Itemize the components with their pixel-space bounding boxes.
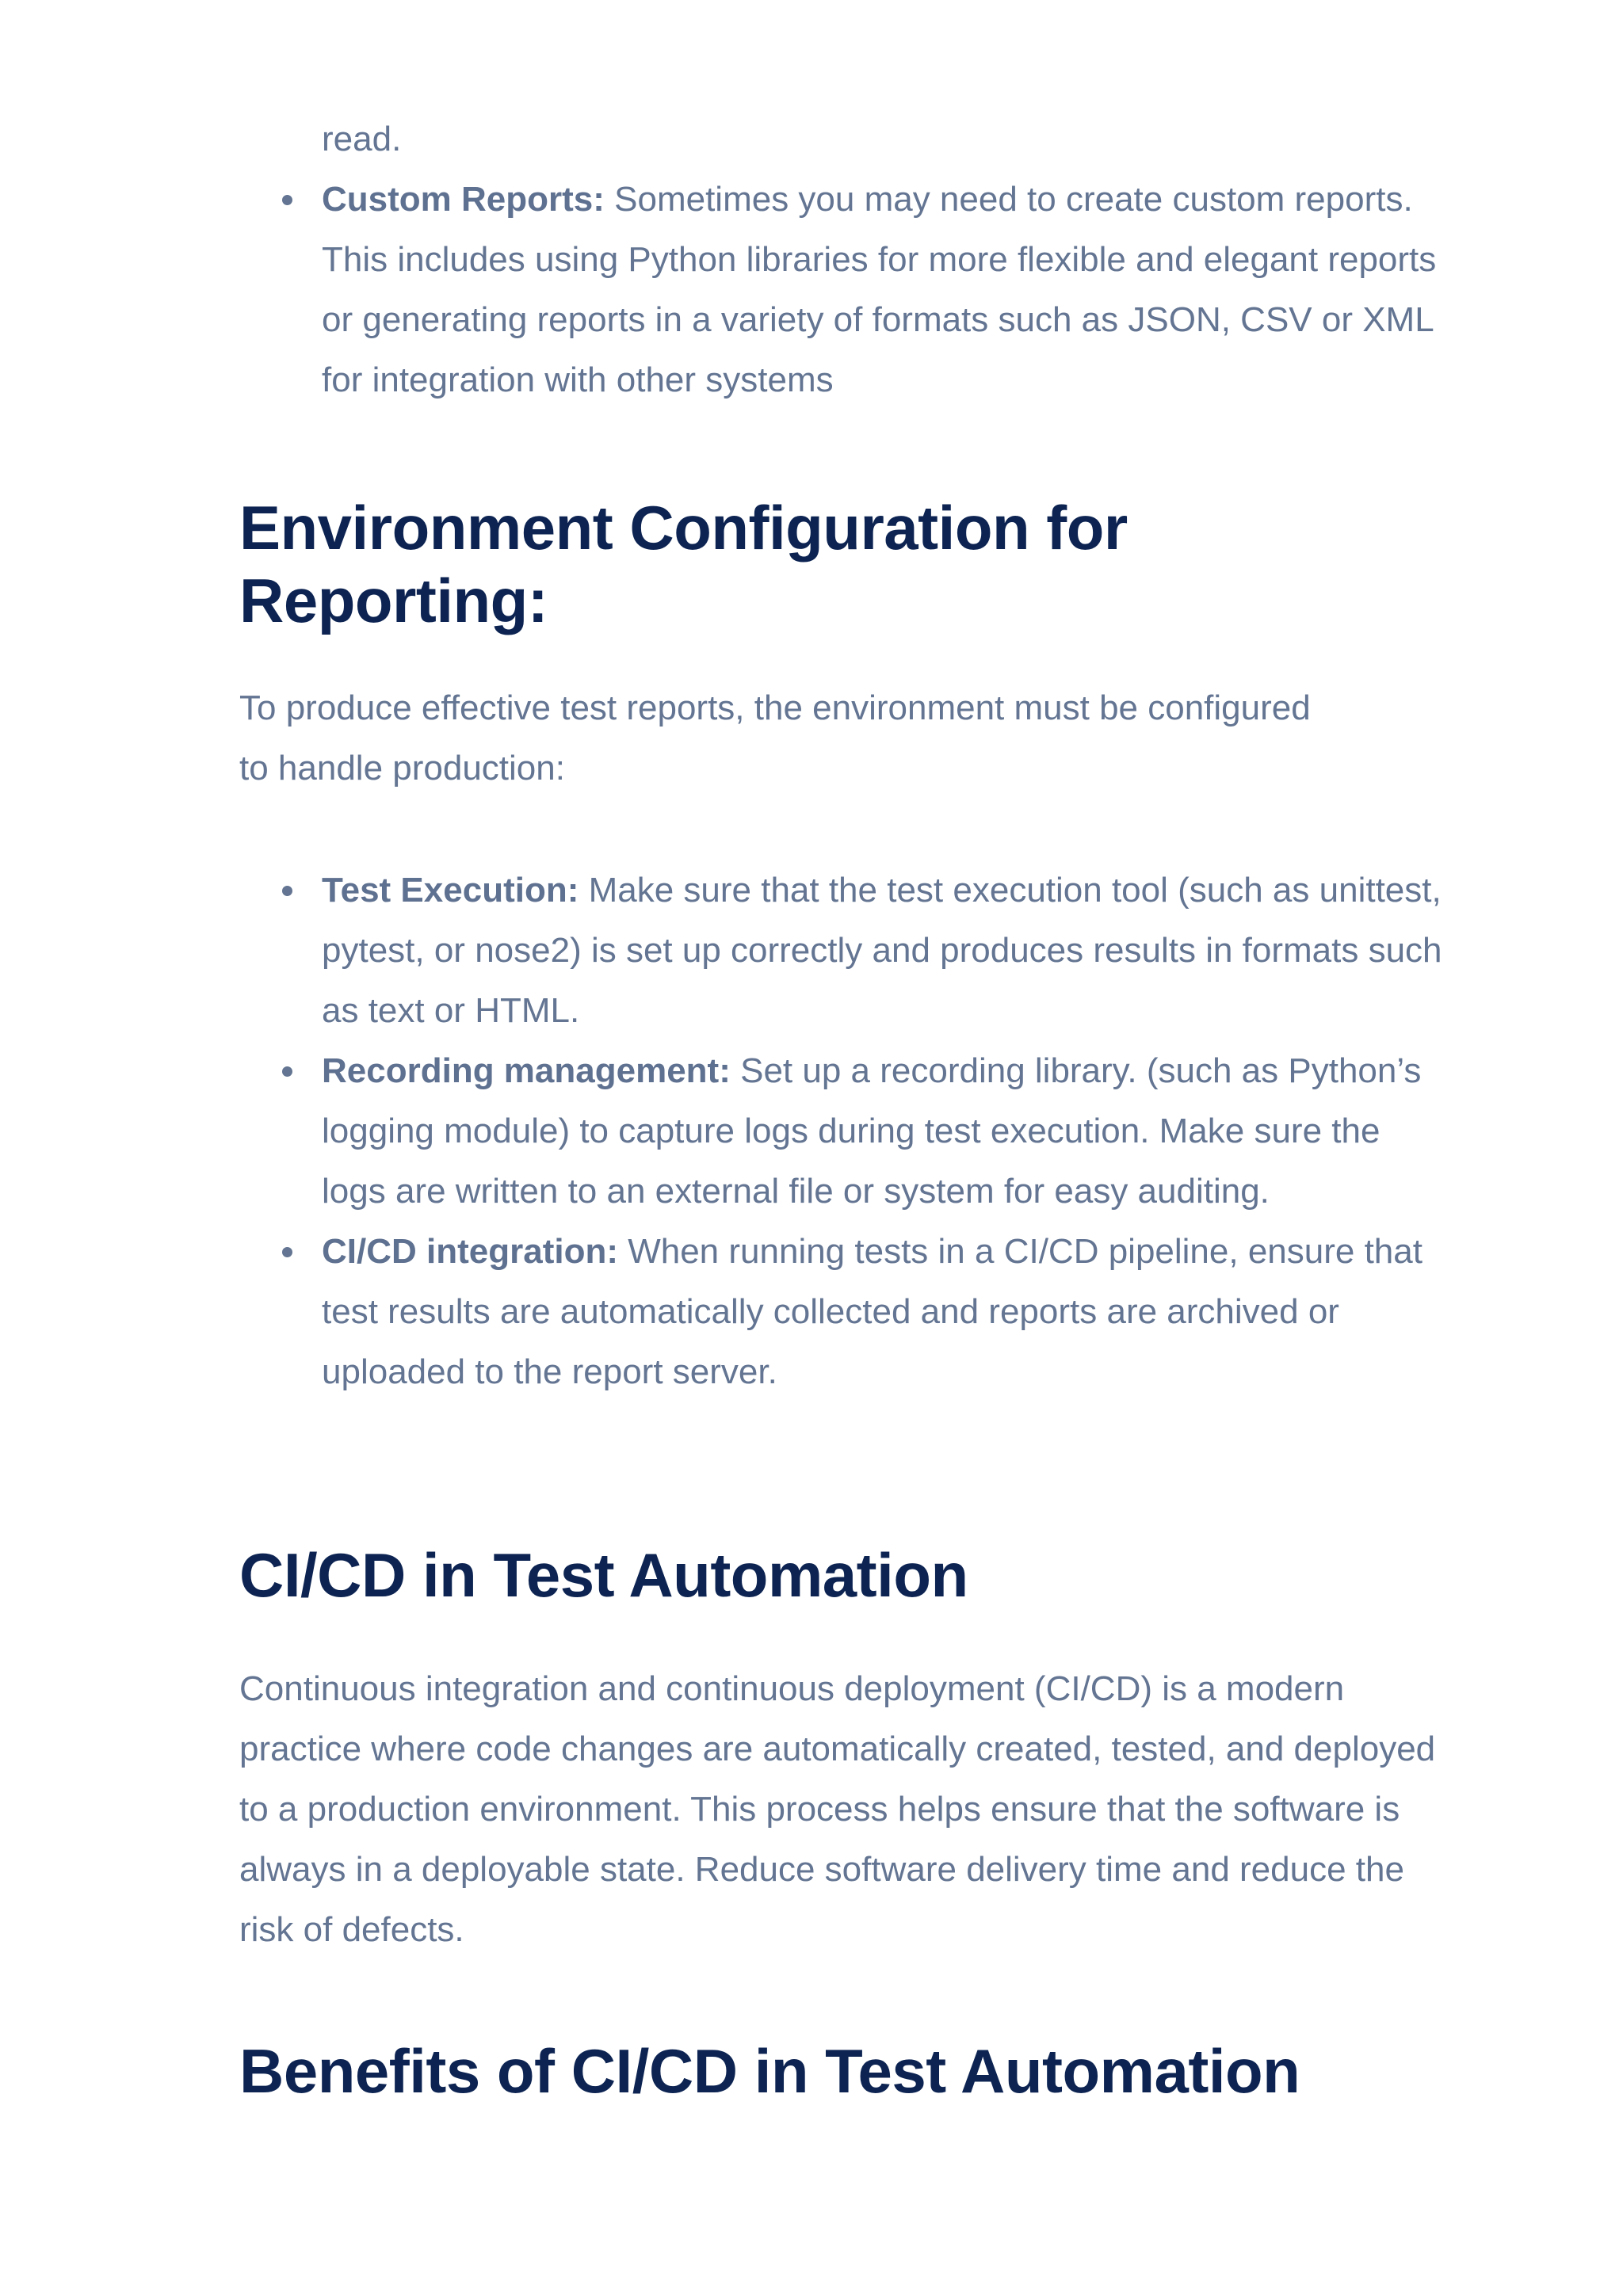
bullet-icon	[282, 195, 292, 205]
list-item-label: CI/CD integration:	[322, 1232, 618, 1271]
list-item	[239, 1041, 1444, 1222]
list-item	[239, 860, 1444, 1041]
continuation-text: read.	[322, 120, 402, 158]
list-item-text: Set up a recording library. (such as Python’s logging module) to capture logs during test execution. Make sure the logs are written to an external file or system for easy auditing.	[322, 1051, 1422, 1211]
list-item	[239, 170, 1444, 410]
reporting-list	[239, 170, 1444, 410]
section-intro: To produce effective test reports, the environment must be configured to handle production:	[239, 688, 1311, 788]
environment-list	[239, 860, 1444, 1402]
list-item-text: Make sure that the test execution tool (such as unittest, pytest, or nose2) is set up correctly and produces results in formats such as text or HTML.	[322, 871, 1442, 1030]
bullet-icon	[282, 1066, 292, 1077]
section-heading: CI/CD in Test Automation	[239, 1540, 968, 1610]
section-paragraph: Continuous integration and continuous deployment (CI/CD) is a modern practice where code changes are automatically created, tested, and deployed to a production environment. This process helps ensure that the software is always in a deployable state. Reduce software delivery time and reduce the risk of defects.	[239, 1669, 1436, 1949]
bullet-icon	[282, 1247, 292, 1257]
list-item-text: When running tests in a CI/CD pipeline, ensure that test results are automatically collected and reports are archived or uploaded to the report server.	[322, 1232, 1423, 1391]
section-heading: Environment Configuration for Reporting:	[239, 493, 1128, 635]
section-heading: Benefits of CI/CD in Test Automation	[239, 2036, 1300, 2106]
list-item-text: Sometimes you may need to create custom reports. This includes using Python libraries for more flexible and elegant reports or generating reports in a variety of formats such as JSON, CSV or XML for integration with other systems	[322, 180, 1437, 399]
list-item-label: Recording management:	[322, 1051, 731, 1090]
list-item	[239, 1222, 1444, 1402]
bullet-icon	[282, 886, 292, 896]
list-item-label: Test Execution:	[322, 871, 579, 910]
list-item-label: Custom Reports:	[322, 180, 605, 219]
